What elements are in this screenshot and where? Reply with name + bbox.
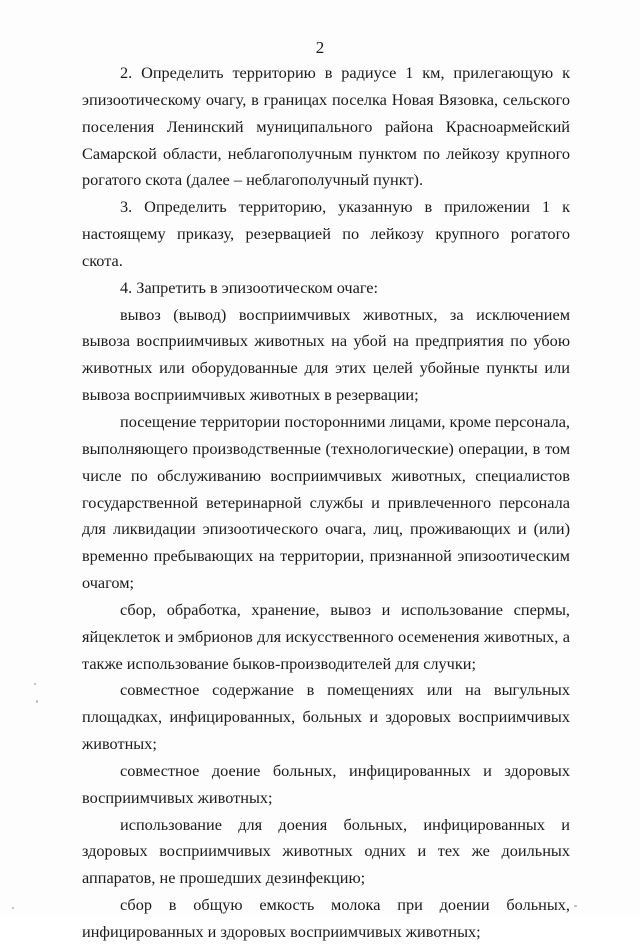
document-body: [82, 60, 570, 946]
scan-speck: [36, 700, 38, 703]
prohibition-shared-milking-machines: использование для доения больных, инфицированных и здоровых восприимчивых животных одних и тех же доильных аппаратов, не прошедших дезинфекцию;: [82, 814, 570, 888]
prohibition-joint-milking: совместное доение больных, инфицированных и здоровых восприимчивых животных;: [82, 760, 570, 807]
page-number: 2: [315, 38, 325, 57]
paragraph-2-define-unfavorable-point: 2. Определить территорию в радиусе 1 км, прилегающую к эпизоотическому очагу, в границах поселка Новая Вязовка, сельского поселения Ленинский муниципального района Красноармейский Самарской области, неблагополучным пунктом по лейкозу крупного рогатого скота (далее – неблагополучный пункт).: [82, 63, 570, 190]
scan-speck: [34, 683, 36, 685]
prohibition-joint-housing: совместное содержание в помещениях или на выгульных площадках, инфицированных, больных и здоровых восприимчивых животных;: [82, 680, 570, 754]
paragraph-4-prohibitions-heading: 4. Запретить в эпизоотическом очаге:: [120, 277, 379, 297]
scan-speck: [12, 907, 14, 909]
prohibition-semen-embryos: сбор, обработка, хранение, вывоз и использование спермы, яйцеклеток и эмбрионов для искусственного осеменения животных, а также использование быков-производителей для случки;: [82, 599, 570, 673]
scan-speck: [574, 905, 577, 907]
prohibition-animal-export: вывоз (вывод) восприимчивых животных, за исключением вывоза восприимчивых животных на убой на предприятия по убою животных или оборудованные для этих целей убойные пункты или вывоза восприимчивых животных в резервации;: [82, 304, 570, 405]
prohibition-common-milk-container: сбор в общую емкость молока при доении больных, инфицированных и здоровых восприимчивых животных;: [82, 895, 570, 941]
prohibition-visitors: посещение территории посторонними лицами, кроме персонала, выполняющего производственные (технологические) операции, в том числе по обслуживанию восприимчивых животных, специалистов государственной ветеринарной службы и привлеченного персонала для ликвидации эпизоотического очага, лиц, проживающих и (или) временно пребывающих на территории, признанной эпизоотическим очагом;: [82, 411, 570, 593]
paragraph-3-define-reservation: 3. Определить территорию, указанную в приложении 1 к настоящему приказу, резервацией по лейкозу крупного рогатого скота.: [82, 197, 570, 270]
